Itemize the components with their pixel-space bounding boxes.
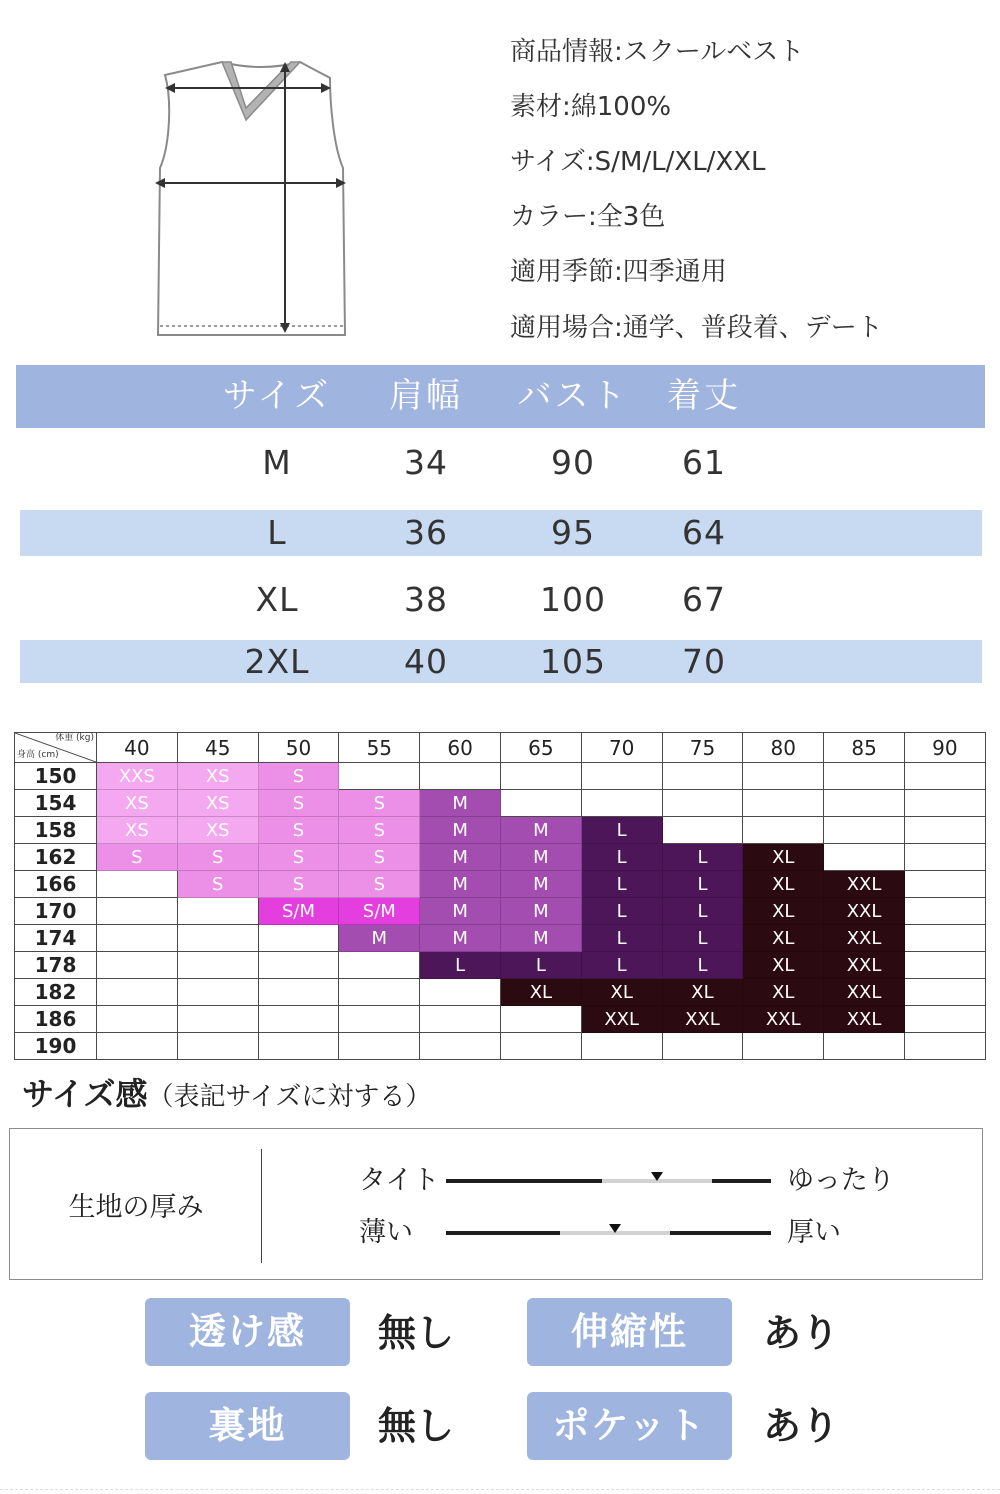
empty-cell [905, 763, 986, 790]
empty-cell [905, 817, 986, 844]
empty-cell [905, 790, 986, 817]
size-cell: S [339, 871, 420, 898]
size-cell: M [501, 817, 582, 844]
size-cell: M [420, 925, 501, 952]
size-cell: S/M [339, 898, 420, 925]
bust-cell: 105 [540, 642, 606, 681]
scale-right-label: 厚い [787, 1217, 841, 1248]
lining-value: 無し [378, 1404, 455, 1448]
size-feel-title [22, 1072, 431, 1116]
empty-cell [97, 952, 178, 979]
size-cell: S [259, 790, 340, 817]
empty-cell [178, 1006, 259, 1033]
size-info-line: サイズ:S/M/L/XL/XXL [510, 147, 766, 177]
empty-cell [420, 1033, 501, 1060]
empty-cell [178, 952, 259, 979]
empty-cell [582, 1033, 663, 1060]
empty-cell [501, 1006, 582, 1033]
size-cell: XS [178, 763, 259, 790]
empty-cell [905, 844, 986, 871]
size-cell: XXL [824, 925, 905, 952]
size-table-row [20, 510, 982, 556]
header-bust: バスト [517, 376, 629, 416]
empty-cell [97, 1006, 178, 1033]
empty-cell [339, 952, 420, 979]
empty-cell [663, 1033, 744, 1060]
size-cell: S [339, 844, 420, 871]
shoulder-cell: 40 [404, 642, 448, 681]
empty-cell [905, 952, 986, 979]
empty-cell [420, 763, 501, 790]
size-cell: S [259, 817, 340, 844]
empty-cell [905, 1033, 986, 1060]
size-cell: M [420, 844, 501, 871]
empty-cell [501, 790, 582, 817]
thickness-scale [10, 1215, 982, 1251]
empty-cell [905, 898, 986, 925]
empty-cell [824, 763, 905, 790]
size-feel-title-main: サイズ感 [22, 1075, 148, 1113]
season-info-line: 適用季節:四季通用 [510, 257, 727, 287]
size-cell: L [663, 871, 744, 898]
size-cell: XXL [663, 1006, 744, 1033]
size-cell: XL [743, 871, 824, 898]
corner-header [15, 733, 97, 763]
fit-scale [10, 1163, 982, 1199]
empty-cell [824, 1033, 905, 1060]
empty-cell [663, 763, 744, 790]
height-label: 182 [15, 979, 97, 1006]
height-label: 150 [15, 763, 97, 790]
size-cell: M [420, 817, 501, 844]
size-cell: XXL [582, 1006, 663, 1033]
size-cell: M [420, 871, 501, 898]
height-label: 174 [15, 925, 97, 952]
weight-header: 45 [178, 733, 259, 763]
size-cell: M [262, 443, 292, 482]
scale-track [446, 1231, 771, 1235]
empty-cell [663, 790, 744, 817]
height-label: 190 [15, 1033, 97, 1060]
weight-header: 65 [501, 733, 582, 763]
size-cell: XL [663, 979, 744, 1006]
size-cell: XXL [824, 898, 905, 925]
size-cell: M [501, 898, 582, 925]
size-table-header [16, 365, 985, 428]
height-label: 166 [15, 871, 97, 898]
weight-header: 90 [905, 733, 986, 763]
size-cell: S [178, 844, 259, 871]
size-cell: M [420, 790, 501, 817]
size-cell: XL [743, 925, 824, 952]
empty-cell [259, 952, 340, 979]
scale-left-label: タイト [359, 1165, 440, 1196]
length-cell: 70 [682, 642, 726, 681]
occasion-info-line: 適用場合:通学、普段着、デート [510, 313, 883, 343]
height-label: 162 [15, 844, 97, 871]
empty-cell [743, 817, 824, 844]
scale-left-label: 薄い [359, 1217, 413, 1248]
empty-cell [501, 1033, 582, 1060]
weight-header: 75 [663, 733, 744, 763]
empty-cell [501, 763, 582, 790]
empty-cell [339, 763, 420, 790]
shoulder-cell: 36 [404, 513, 448, 552]
size-cell: M [420, 898, 501, 925]
size-cell: XL [582, 979, 663, 1006]
size-cell: L [420, 952, 501, 979]
fabric-thickness-label: 生地の厚み [68, 1192, 204, 1223]
empty-cell [97, 979, 178, 1006]
stretch-badge: 伸縮性 [527, 1298, 732, 1366]
bust-cell: 100 [540, 580, 606, 619]
header-shoulder: 肩幅 [389, 376, 463, 416]
length-cell: 61 [682, 443, 726, 482]
empty-cell [178, 925, 259, 952]
lining-badge: 裏地 [145, 1392, 350, 1460]
size-table-row [20, 640, 982, 683]
size-cell: L [582, 952, 663, 979]
shoulder-width-arrow [165, 83, 331, 93]
size-cell: L [582, 898, 663, 925]
weight-header: 70 [582, 733, 663, 763]
size-cell: L [582, 817, 663, 844]
empty-cell [743, 763, 824, 790]
pocket-value: あり [763, 1404, 840, 1448]
color-info-line: カラー:全3色 [510, 202, 666, 232]
empty-cell [97, 925, 178, 952]
empty-cell [905, 925, 986, 952]
empty-cell [259, 979, 340, 1006]
size-cell: S [97, 844, 178, 871]
empty-cell [178, 979, 259, 1006]
weight-header: 50 [259, 733, 340, 763]
header-length: 着丈 [667, 376, 741, 416]
stretch-value: あり [763, 1311, 840, 1355]
shoulder-cell: 38 [404, 580, 448, 619]
length-arrow [280, 62, 290, 333]
empty-cell [420, 1006, 501, 1033]
bottom-divider [0, 1489, 1000, 1490]
size-cell: XXL [743, 1006, 824, 1033]
empty-cell [339, 979, 420, 1006]
size-cell: XXL [824, 979, 905, 1006]
size-cell: L [663, 925, 744, 952]
size-cell: L [501, 952, 582, 979]
length-cell: 67 [682, 580, 726, 619]
shoulder-cell: 34 [404, 443, 448, 482]
length-cell: 64 [682, 513, 726, 552]
size-cell: XL [743, 952, 824, 979]
scale-marker-icon [651, 1172, 663, 1181]
weight-header: 40 [97, 733, 178, 763]
sheerness-value: 無し [378, 1311, 455, 1355]
size-table-row [20, 438, 982, 488]
empty-cell [178, 1033, 259, 1060]
size-cell: XXS [97, 763, 178, 790]
height-label: 186 [15, 1006, 97, 1033]
size-cell: S [259, 871, 340, 898]
size-cell: XXL [824, 871, 905, 898]
size-cell: XXL [824, 952, 905, 979]
weight-header: 80 [743, 733, 824, 763]
empty-cell [905, 979, 986, 1006]
size-table-row [20, 576, 982, 624]
empty-cell [97, 898, 178, 925]
bust-cell: 90 [551, 443, 595, 482]
bust-cell: 95 [551, 513, 595, 552]
vest-illustration [150, 50, 355, 345]
empty-cell [339, 1006, 420, 1033]
size-feel-panel [9, 1128, 983, 1280]
chest-width-arrow [155, 178, 346, 188]
height-label: 170 [15, 898, 97, 925]
height-label: 154 [15, 790, 97, 817]
empty-cell [824, 817, 905, 844]
empty-cell [259, 1033, 340, 1060]
size-cell: S/M [259, 898, 340, 925]
size-cell: M [339, 925, 420, 952]
size-cell: L [663, 952, 744, 979]
empty-cell [824, 844, 905, 871]
size-cell: XXL [824, 1006, 905, 1033]
size-cell: L [663, 844, 744, 871]
size-cell: M [501, 871, 582, 898]
size-cell: L [267, 513, 287, 552]
weight-header: 55 [339, 733, 420, 763]
empty-cell [905, 871, 986, 898]
size-cell: L [663, 898, 744, 925]
height-label: 158 [15, 817, 97, 844]
size-cell: XL [501, 979, 582, 1006]
empty-cell [582, 790, 663, 817]
size-cell: L [582, 871, 663, 898]
empty-cell [420, 979, 501, 1006]
size-cell: XL [743, 898, 824, 925]
size-feel-title-sub: （表記サイズに対する） [147, 1082, 432, 1112]
size-cell: XL [743, 844, 824, 871]
empty-cell [905, 1006, 986, 1033]
empty-cell [743, 1033, 824, 1060]
weight-header: 60 [420, 733, 501, 763]
product-info-line: 商品情報:スクールベスト [510, 37, 805, 67]
pocket-badge: ポケット [527, 1392, 732, 1460]
fit-chart-grid [14, 732, 986, 1060]
scale-marker-icon [609, 1224, 621, 1233]
scale-track [446, 1179, 771, 1183]
weight-axis-label: 体重 (kg) [55, 733, 94, 743]
empty-cell [339, 1033, 420, 1060]
size-cell: XL [255, 580, 299, 619]
size-cell: S [259, 844, 340, 871]
size-cell: XS [178, 790, 259, 817]
size-cell: M [501, 844, 582, 871]
height-label: 178 [15, 952, 97, 979]
size-cell: XS [97, 790, 178, 817]
empty-cell [743, 790, 824, 817]
size-cell: S [178, 871, 259, 898]
sheerness-badge: 透け感 [145, 1298, 350, 1366]
size-cell: L [582, 844, 663, 871]
scale-right-label: ゆったり [787, 1165, 895, 1196]
empty-cell [824, 790, 905, 817]
empty-cell [582, 763, 663, 790]
empty-cell [663, 817, 744, 844]
size-cell: XS [97, 817, 178, 844]
height-axis-label: 身高 (cm) [17, 750, 59, 760]
size-cell: S [259, 763, 340, 790]
size-cell: XL [743, 979, 824, 1006]
size-cell: XS [178, 817, 259, 844]
empty-cell [259, 1006, 340, 1033]
header-size: サイズ [222, 376, 332, 416]
size-cell: 2XL [244, 642, 310, 681]
size-cell: L [582, 925, 663, 952]
size-cell: S [339, 817, 420, 844]
empty-cell [97, 1033, 178, 1060]
size-cell: S [339, 790, 420, 817]
weight-header: 85 [824, 733, 905, 763]
empty-cell [97, 871, 178, 898]
material-info-line: 素材:綿100% [510, 92, 672, 122]
size-cell: M [501, 925, 582, 952]
empty-cell [259, 925, 340, 952]
empty-cell [178, 898, 259, 925]
